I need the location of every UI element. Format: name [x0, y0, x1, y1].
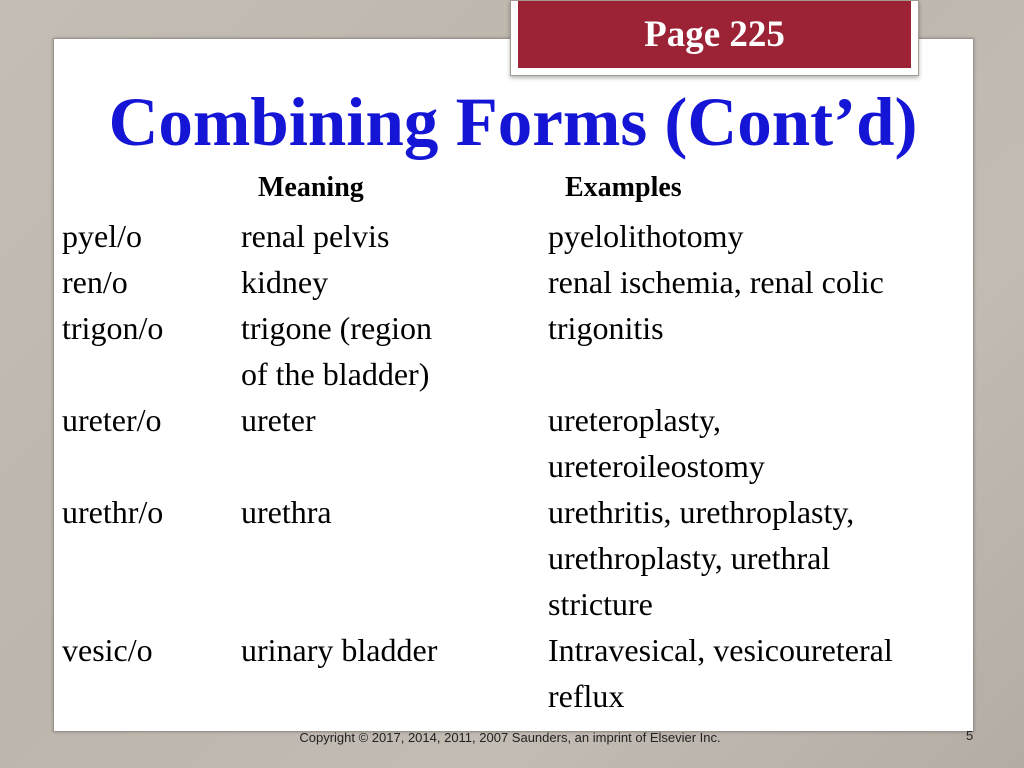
slide-number: 5: [966, 728, 974, 743]
table-row: [62, 213, 967, 259]
slide-title: Combining Forms (Cont’d): [108, 84, 918, 160]
meaning-cell: renal pelvis: [241, 218, 390, 254]
examples-cell: pyelolithotomy: [548, 218, 744, 254]
meaning-cell: trigone (region of the bladder): [241, 310, 433, 392]
meaning-cell: kidney: [241, 264, 329, 300]
examples-cell: Intravesical, vesicoureteral reflux: [548, 632, 893, 714]
page-badge-fill: [518, 1, 911, 68]
table-row: [62, 627, 967, 719]
table-row: [62, 305, 967, 397]
examples-cell: trigonitis: [548, 310, 664, 346]
combining-form-cell: urethr/o: [62, 494, 164, 530]
page-badge-text: Page 225: [644, 14, 785, 55]
meaning-cell: urethra: [241, 494, 332, 530]
meaning-cell: ureter: [241, 402, 316, 438]
combining-form-cell: ureter/o: [62, 402, 162, 438]
footer-copyright: [0, 730, 1024, 745]
examples-cell: urethritis, urethroplasty, urethroplasty, urethral stricture: [548, 494, 855, 622]
table-row: [62, 489, 967, 627]
page-badge: [510, 0, 919, 76]
combining-form-cell: pyel/o: [62, 218, 142, 254]
combining-form-cell: vesic/o: [62, 632, 153, 668]
combining-form-cell: trigon/o: [62, 310, 164, 346]
examples-cell: ureteroplasty, ureteroileostomy: [548, 402, 765, 484]
meaning-cell: urinary bladder: [241, 632, 438, 668]
examples-column-header: Examples: [565, 172, 682, 203]
table-row: [62, 397, 967, 489]
terms-table: [62, 213, 967, 719]
combining-form-cell: ren/o: [62, 264, 128, 300]
meaning-column-header: Meaning: [258, 172, 364, 203]
examples-cell: renal ischemia, renal colic: [548, 264, 884, 300]
copyright-text: Copyright © 2017, 2014, 2011, 2007 Saunders, an imprint of Elsevier Inc.: [299, 730, 721, 745]
table-row: [62, 259, 967, 305]
